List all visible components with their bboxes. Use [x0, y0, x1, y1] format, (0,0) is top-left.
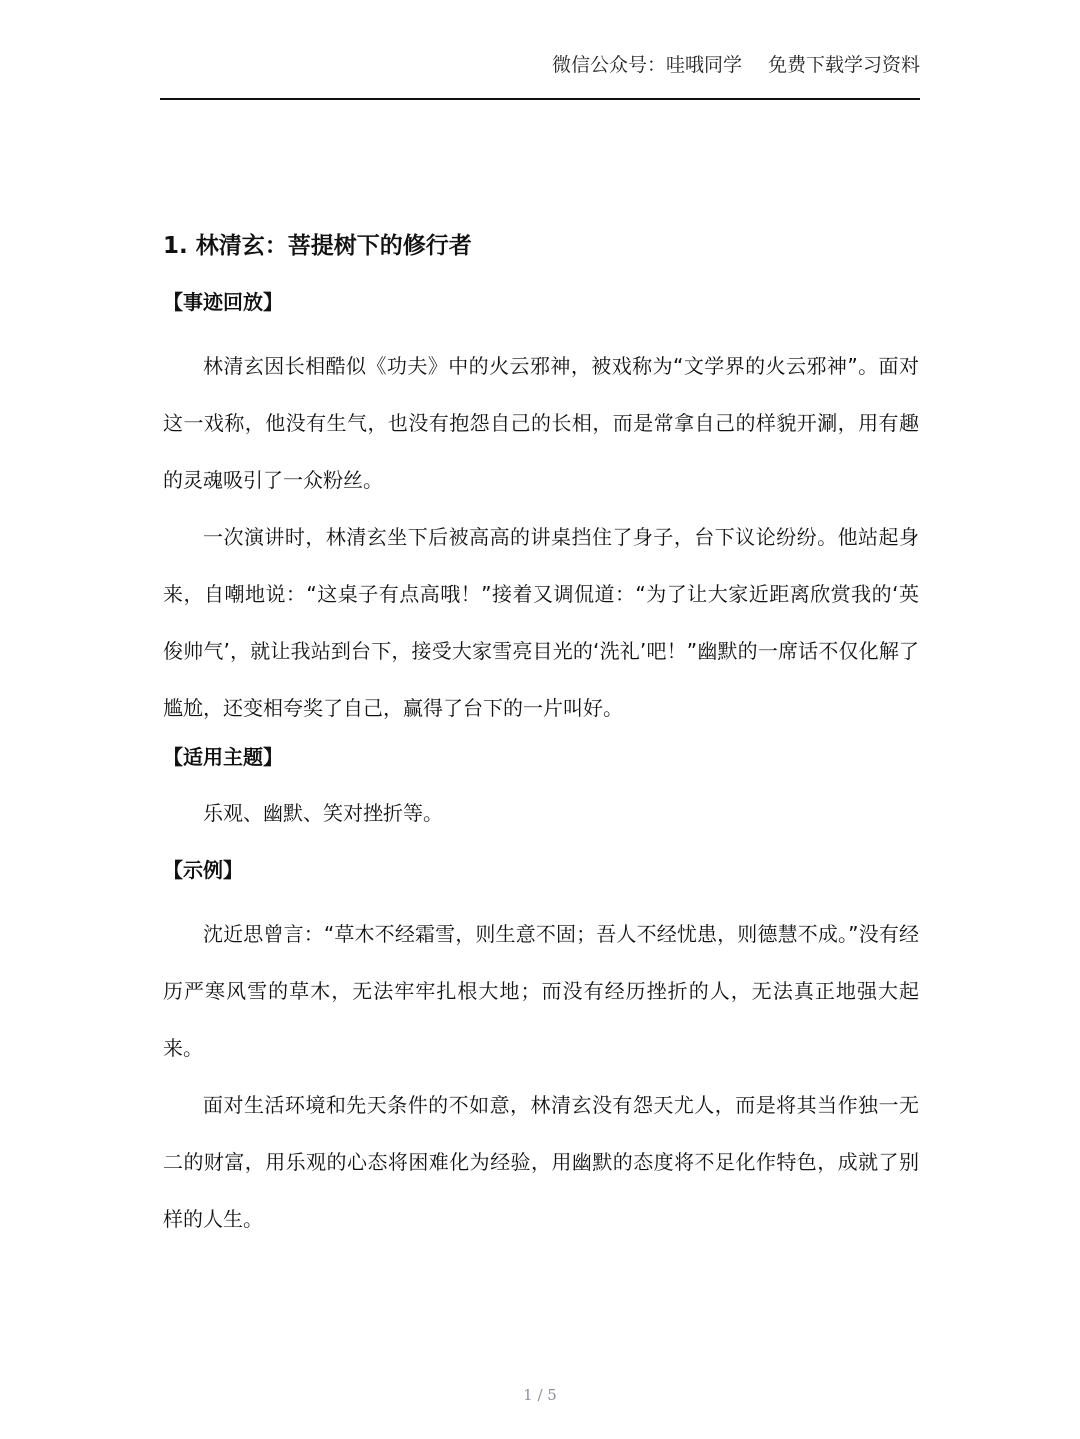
themes-paragraph: 乐观、幽默、笑对挫折等。	[203, 801, 443, 825]
header-account: 微信公众号：哇哦同学	[551, 54, 742, 76]
story-paragraph-2: 一次演讲时，林清玄坐下后被高高的讲桌挡住了身子，台下议论纷纷。他站起身来，自嘲地说：“这桌子有点高哦！”接着又调侃道：“为了让大家近距离欣赏我的‘英俊帅气’，就让我站到台下，接受大家雪亮目光的‘洗礼’吧！”幽默的一席话不仅化解了尴尬，还变相夸奖了自己，赢得了台下的一片叫好。	[163, 525, 919, 720]
section-label-story: 【事迹回放】	[163, 290, 283, 314]
example-paragraph-2: 面对生活环境和先天条件的不如意，林清玄没有怨天尤人，而是将其当作独一无二的财富，用乐观的心态将困难化为经验，用幽默的态度将不足化作特色，成就了别样的人生。	[163, 1093, 919, 1231]
header-divider	[160, 98, 920, 100]
article-title: 1. 林清玄：菩提树下的修行者	[163, 233, 472, 259]
section-label-example: 【示例】	[163, 858, 243, 882]
header-slogan: 免费下载学习资料	[767, 54, 920, 76]
section-label-themes: 【适用主题】	[163, 745, 283, 769]
page-indicator: 1 / 5	[523, 1386, 557, 1404]
page-header	[160, 50, 920, 77]
article-body	[163, 226, 919, 1248]
story-paragraph-1: 林清玄因长相酷似《功夫》中的火云邪神，被戏称为“文学界的火云邪神”。面对这一戏称，他没有生气，也没有抱怨自己的长相，而是常拿自己的样貌开涮，用有趣的灵魂吸引了一众粉丝。	[163, 354, 919, 492]
example-paragraph-1: 沈近思曾言：“草木不经霜雪，则生意不固；吾人不经忧患，则德慧不成。”没有经历严寒风雪的草木，无法牢牢扎根大地；而没有经历挫折的人，无法真正地强大起来。	[163, 922, 919, 1060]
